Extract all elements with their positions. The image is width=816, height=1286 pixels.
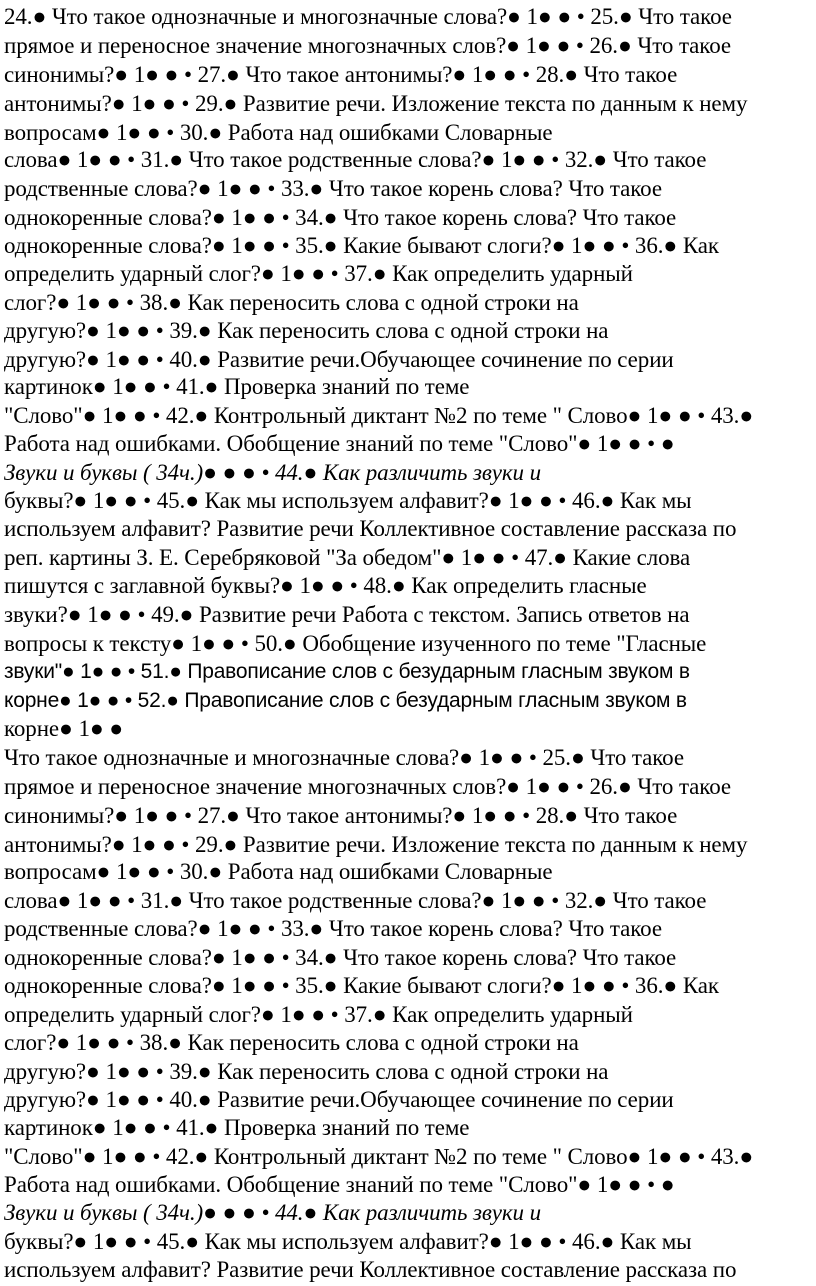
text-line: Что такое однозначные и многозначные слова?● 1● ● • 25.● Что такое (4, 745, 684, 770)
text-line: определить ударный слог?● 1● ● • 37.● Как определить ударный (4, 261, 633, 286)
text-line: Работа над ошибками. Обобщение знаний по теме "Слово"● 1● ● • ● (4, 431, 675, 456)
text-line: картинок● 1● ● • 41.● Проверка знаний по теме (4, 1115, 470, 1140)
text-line: буквы?● 1● ● • 45.● Как мы используем алфавит?● 1● ● • 46.● Как мы (4, 488, 692, 513)
text-line: однокоренные слова?● 1● ● • 35.● Какие бывают слоги?● 1● ● • 36.● Как (4, 973, 719, 998)
text-line: реп. картины З. Е. Серебряковой "За обедом"● 1● ● • 47.● Какие слова (4, 545, 691, 570)
text-line: другую?● 1● ● • 40.● Развитие речи.Обучающее сочинение по серии (4, 1087, 674, 1112)
text-line: картинок● 1● ● • 41.● Проверка знаний по теме (4, 374, 470, 399)
text-line: слова● 1● ● • 31.● Что такое родственные слова?● 1● ● • 32.● Что такое (4, 888, 707, 913)
text-line: "Слово"● 1● ● • 42.● Контрольный диктант №2 по теме " Слово● 1● ● • 43.● (4, 403, 754, 428)
text-line: другую?● 1● ● • 39.● Как переносить слова с одной строки на (4, 318, 609, 343)
text-line: пишутся с заглавной буквы?● 1● ● • 48.● Как определить гласные (4, 573, 647, 598)
text-line: однокоренные слова?● 1● ● • 34.● Что такое корень слова? Что такое (4, 945, 677, 970)
section-heading: Звуки и буквы ( 34ч.)● ● ● • 44.● Как различить звуки и (4, 460, 541, 485)
text-line: звуки?● 1● ● • 49.● Развитие речи Работа с текстом. Запись ответов на (4, 602, 690, 627)
text-line: однокоренные слова?● 1● ● • 35.● Какие бывают слоги?● 1● ● • 36.● Как (4, 233, 719, 258)
section-heading: Звуки и буквы ( 34ч.)● ● ● • 44.● Как различить звуки и (4, 1200, 541, 1225)
text-line: "Слово"● 1● ● • 42.● Контрольный диктант №2 по теме " Слово● 1● ● • 43.● (4, 1144, 754, 1169)
text-line: однокоренные слова?● 1● ● • 34.● Что такое корень слова? Что такое (4, 205, 677, 230)
text-line: прямое и переносное значение многозначных слов?● 1● ● • 26.● Что такое (4, 33, 731, 58)
text-line: антонимы?● 1● ● • 29.● Развитие речи. Изложение текста по данным к нему (4, 91, 748, 116)
text-line: корне● 1● ● • 52.● Правописание слов с безударным гласным звуком в (4, 689, 687, 712)
text-line: используем алфавит? Развитие речи Коллективное составление рассказа по (4, 516, 737, 541)
text-line: корне● 1● ● (4, 716, 124, 741)
text-line: родственные слова?● 1● ● • 33.● Что такое корень слова? Что такое (4, 916, 662, 941)
text-line: вопросы к тексту● 1● ● • 50.● Обобщение изученного по теме "Гласные (4, 631, 707, 656)
text-line: слог?● 1● ● • 38.● Как переносить слова с одной строки на (4, 1030, 579, 1055)
text-line: другую?● 1● ● • 39.● Как переносить слова с одной строки на (4, 1059, 609, 1084)
text-line: слог?● 1● ● • 38.● Как переносить слова с одной строки на (4, 290, 579, 315)
text-line: родственные слова?● 1● ● • 33.● Что такое корень слова? Что такое (4, 176, 662, 201)
text-line: синонимы?● 1● ● • 27.● Что такое антонимы?● 1● ● • 28.● Что такое (4, 803, 678, 828)
text-line: прямое и переносное значение многозначных слов?● 1● ● • 26.● Что такое (4, 774, 731, 799)
text-line: вопросам● 1● ● • 30.● Работа над ошибками Словарные (4, 859, 553, 884)
text-line: антонимы?● 1● ● • 29.● Развитие речи. Изложение текста по данным к нему (4, 832, 748, 857)
text-line: используем алфавит? Развитие речи Коллективное составление рассказа по (4, 1257, 737, 1282)
text-line: звуки"● 1● ● • 51.● Правописание слов с безударным гласным звуком в (4, 660, 690, 683)
text-line: Работа над ошибками. Обобщение знаний по теме "Слово"● 1● ● • ● (4, 1172, 675, 1197)
text-line: определить ударный слог?● 1● ● • 37.● Как определить ударный (4, 1002, 633, 1027)
text-line: слова● 1● ● • 31.● Что такое родственные слова?● 1● ● • 32.● Что такое (4, 147, 707, 172)
text-line: другую?● 1● ● • 40.● Развитие речи.Обучающее сочинение по серии (4, 347, 674, 372)
text-line: буквы?● 1● ● • 45.● Как мы используем алфавит?● 1● ● • 46.● Как мы (4, 1229, 692, 1254)
text-line: вопросам● 1● ● • 30.● Работа над ошибками Словарные (4, 120, 553, 145)
text-line: синонимы?● 1● ● • 27.● Что такое антонимы?● 1● ● • 28.● Что такое (4, 62, 678, 87)
text-line: 24.● Что такое однозначные и многозначные слова?● 1● ● • 25.● Что такое (4, 4, 732, 29)
